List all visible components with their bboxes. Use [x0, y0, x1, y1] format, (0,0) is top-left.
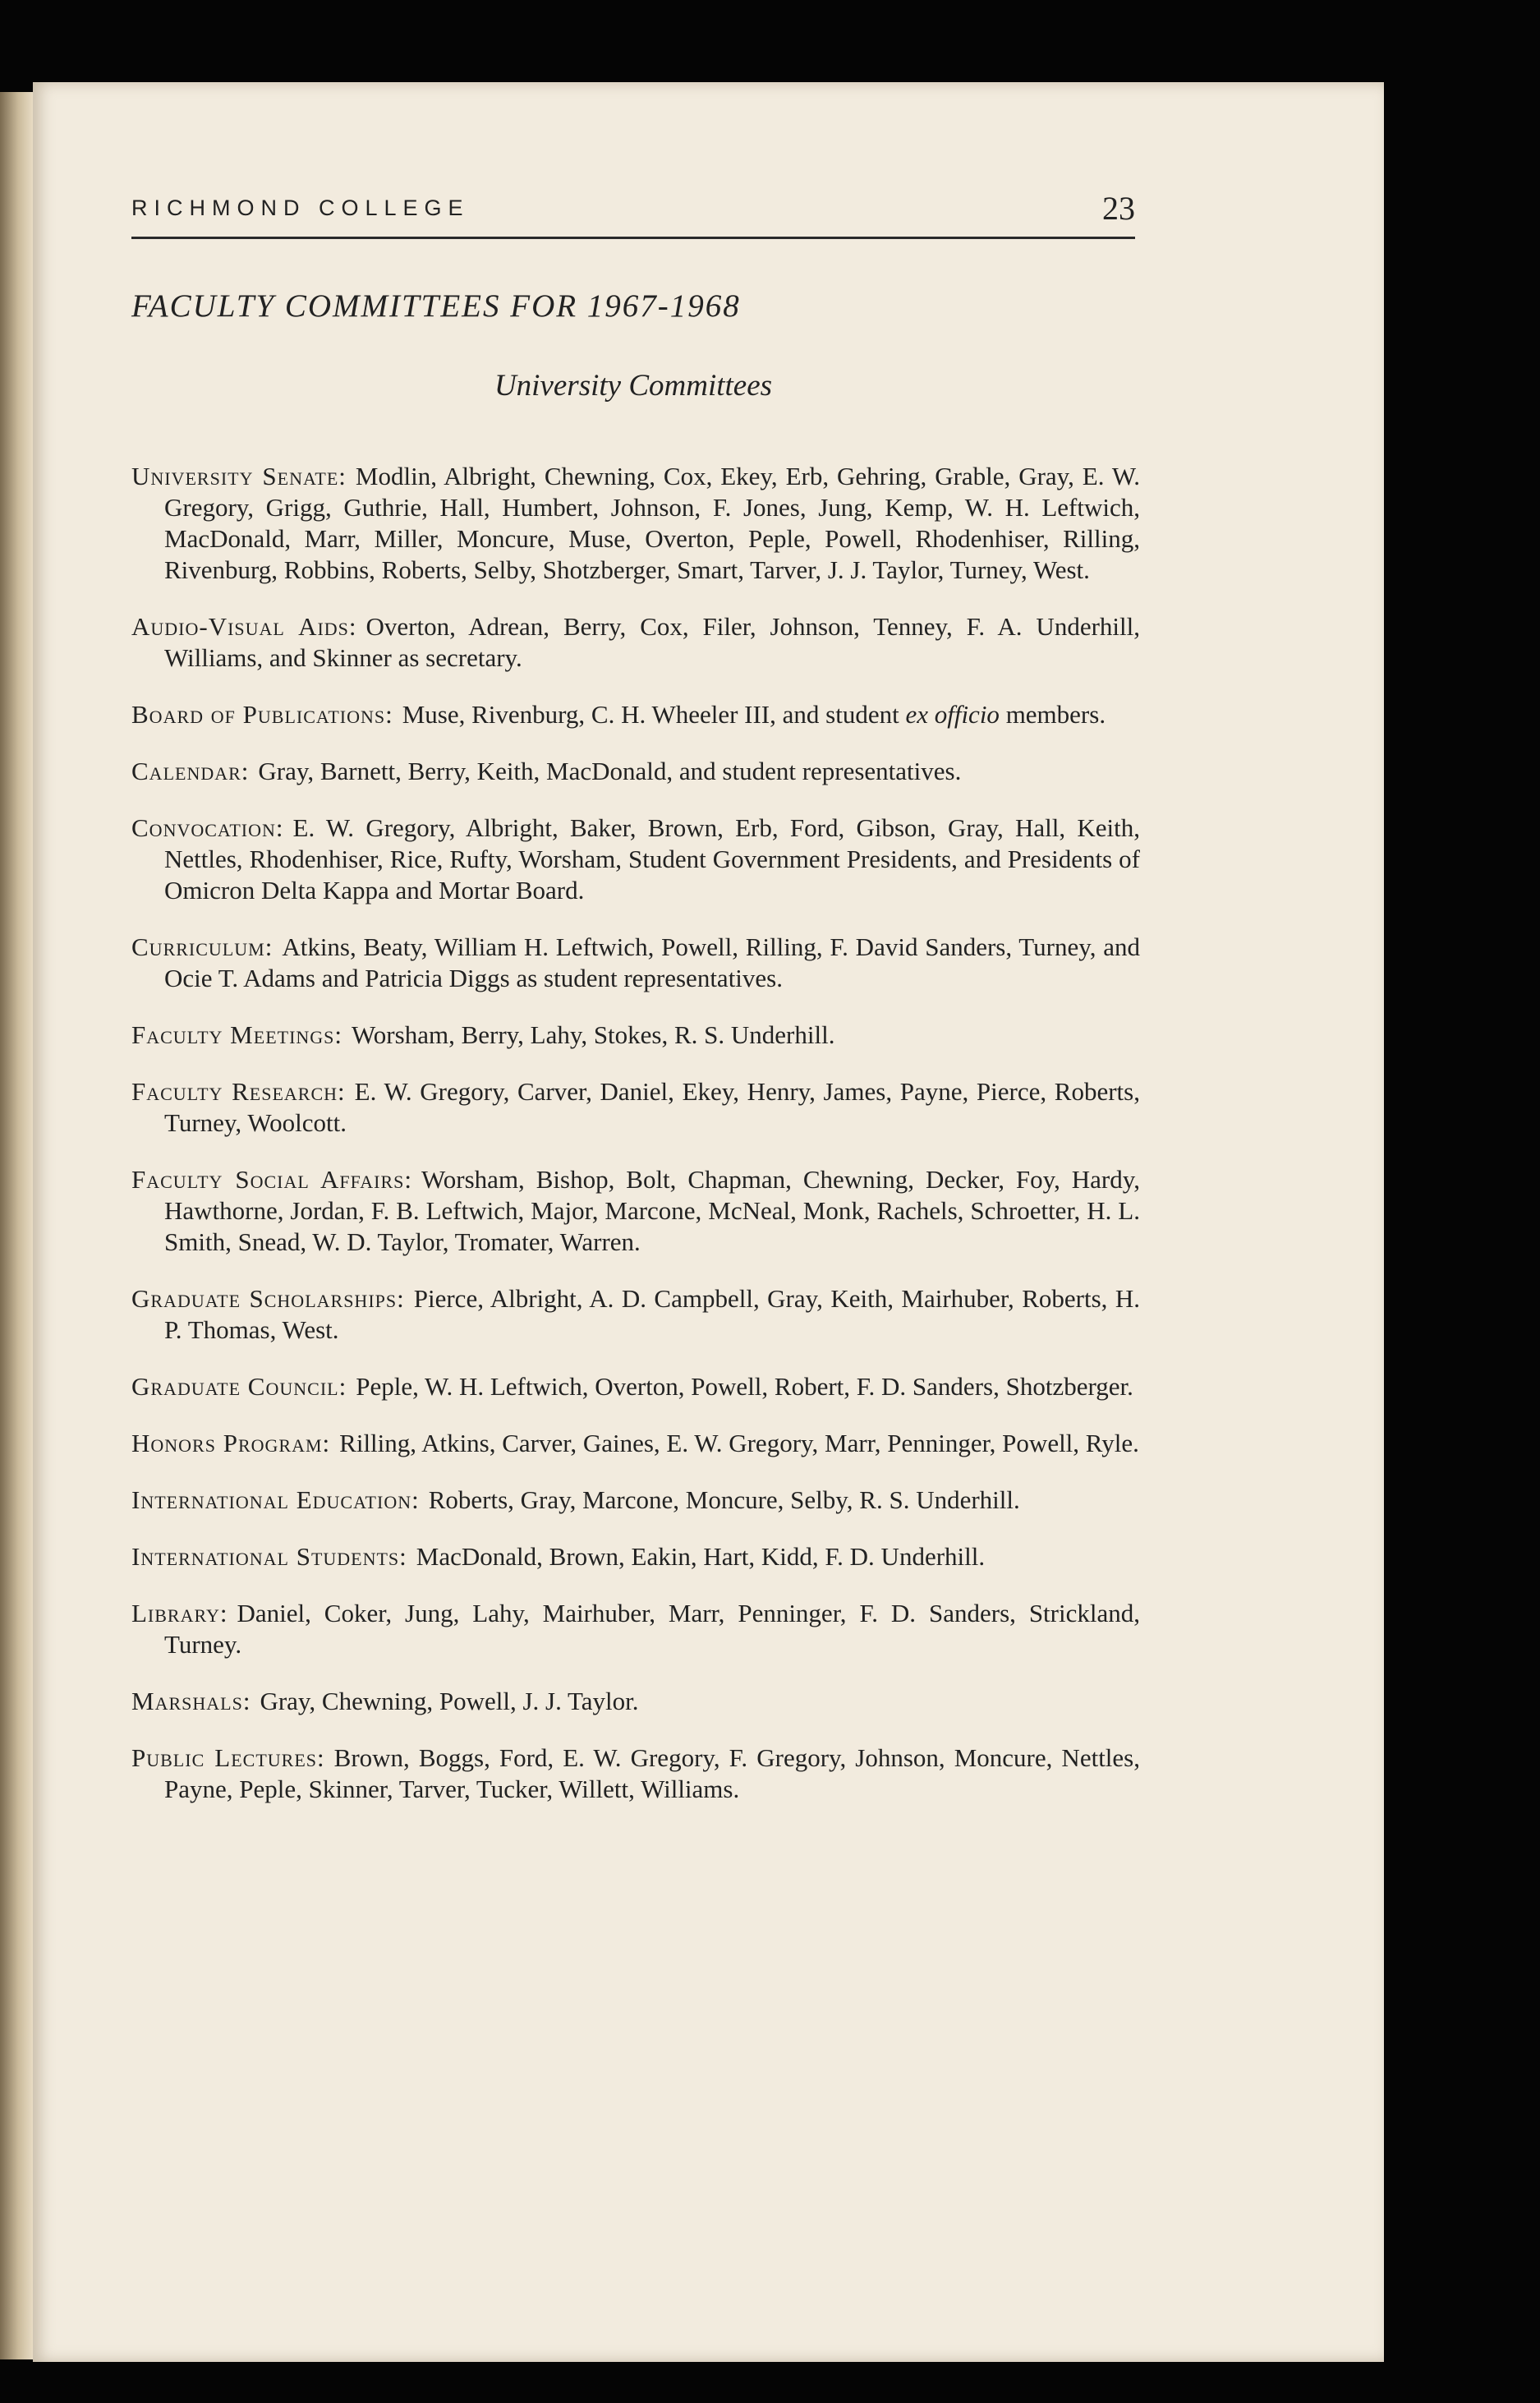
committee-entry: Board of Publications: Muse, Rivenburg, C. H. Wheeler III, and student ex officio members.: [131, 700, 1106, 729]
committee-entry: Faculty Research: E. W. Gregory, Carver, Daniel, Ekey, Henry, James, Payne, Pierce, Roberts, Turney, Woolcott.: [131, 1077, 1140, 1137]
committee-name: University Senate: [131, 462, 339, 490]
committee-members: Daniel, Coker, Jung, Lahy, Mairhuber, Marr, Penninger, F. D. Sanders, Strickland, Turney.: [164, 1599, 1140, 1659]
committee-name: Board of Publications: [131, 700, 386, 729]
committee-name: Curriculum: [131, 932, 265, 961]
committee-members: Pierce, Albright, A. D. Campbell, Gray, Keith, Mairhuber, Roberts, H. P. Thomas, West.: [164, 1284, 1140, 1344]
committee-list: [131, 435, 1140, 1825]
committee-entry: International Students: MacDonald, Brown, Eakin, Hart, Kidd, F. D. Underhill.: [131, 1542, 986, 1571]
book-spine-edge: [0, 92, 33, 2359]
committee-name: International Education: [131, 1485, 412, 1514]
committee-entry: Graduate Council: Peple, W. H. Leftwich, Overton, Powell, Robert, F. D. Sanders, Shotzberger.: [131, 1372, 1133, 1401]
committee-members-tail: members.: [1005, 700, 1106, 729]
committee-members: Overton, Adrean, Berry, Cox, Filer, Johnson, Tenney, F. A. Underhill, Williams, and Skinner as secretary.: [164, 612, 1140, 672]
committee-name: Faculty Meetings: [131, 1020, 335, 1049]
committee-name: Library: [131, 1599, 220, 1627]
page-number: 23: [1102, 190, 1135, 227]
committee-name: Faculty Research: [131, 1077, 338, 1106]
committee-members: Rilling, Atkins, Carver, Gaines, E. W. Gregory, Marr, Penninger, Powell, Ryle.: [339, 1429, 1139, 1457]
committee-name: International Students: [131, 1542, 400, 1571]
committee-entry: Library: Daniel, Coker, Jung, Lahy, Mairhuber, Marr, Penninger, F. D. Sanders, Strickland, Turney.: [131, 1599, 1140, 1659]
committee-name: Graduate Council: [131, 1372, 339, 1401]
committee-members: Modlin, Albright, Chewning, Cox, Ekey, Erb, Gehring, Grable, Gray, E. W. Gregory, Grigg, Guthrie, Hall, Humbert, Johnson, F. Jones, Jung, Kemp, W. H. Leftwich, MacDonald, Marr, Miller, Moncure, Muse, Overton, Peple, Powell, Rhodenhiser, Rilling, Rivenburg, Robbins, Roberts, Selby, Shotzberger, Smart, Tarver, J. J. Taylor, Turney, West.: [164, 462, 1140, 584]
committee-members: Roberts, Gray, Marcone, Moncure, Selby, R. S. Underhill.: [428, 1485, 1020, 1514]
committee-members: Brown, Boggs, Ford, E. W. Gregory, F. Gregory, Johnson, Moncure, Nettles, Payne, Peple, Skinner, Tarver, Tucker, Willett, Williams.: [164, 1743, 1140, 1803]
committee-entry: Calendar: Gray, Barnett, Berry, Keith, MacDonald, and student representatives.: [131, 757, 962, 785]
committee-name: Marshals: [131, 1687, 243, 1715]
committee-entry: University Senate: Modlin, Albright, Chewning, Cox, Ekey, Erb, Gehring, Grable, Gray, E. W. Gregory, Grigg, Guthrie, Hall, Humbert, Johnson, F. Jones, Jung, Kemp, W. H. Leftwich, MacDonald, Marr, Miller, Moncure, Muse, Overton, Peple, Powell, Rhodenhiser, Rilling, Rivenburg, Robbins, Roberts, Selby, Shotzberger, Smart, Tarver, J. J. Taylor, Turney, West.: [131, 462, 1140, 584]
committee-entry: Convocation: E. W. Gregory, Albright, Baker, Brown, Erb, Ford, Gibson, Gray, Hall, Keith, Nettles, Rhodenhiser, Rice, Rufty, Worsham, Student Government Presidents, and Presidents of Omicron Delta Kappa and Mortar Board.: [131, 813, 1140, 905]
committee-entry: International Education: Roberts, Gray, Marcone, Moncure, Selby, R. S. Underhill.: [131, 1485, 1020, 1514]
section-subtitle: University Committees: [494, 369, 773, 403]
committee-name: Convocation: [131, 813, 276, 842]
committee-name: Public Lectures: [131, 1743, 318, 1772]
committee-members: Atkins, Beaty, William H. Leftwich, Powell, Rilling, F. David Sanders, Turney, and Ocie T. Adams and Patricia Diggs as student representatives.: [164, 932, 1140, 992]
committee-members-italic: ex officio: [905, 700, 1000, 729]
committee-name: Faculty Social Affairs: [131, 1165, 405, 1194]
running-head: [131, 191, 1135, 239]
committee-members: Muse, Rivenburg, C. H. Wheeler III, and student: [402, 700, 899, 729]
committee-name: Honors Program: [131, 1429, 323, 1457]
committee-members: Peple, W. H. Leftwich, Overton, Powell, Robert, F. D. Sanders, Shotzberger.: [356, 1372, 1133, 1401]
committee-entry: Public Lectures: Brown, Boggs, Ford, E. W. Gregory, F. Gregory, Johnson, Moncure, Nettles, Payne, Peple, Skinner, Tarver, Tucker, Willett, Williams.: [131, 1743, 1140, 1803]
page-title: FACULTY COMMITTEES FOR 1967-1968: [131, 288, 741, 324]
committee-name: Calendar: [131, 757, 241, 785]
committee-entry: Faculty Social Affairs: Worsham, Bishop, Bolt, Chapman, Chewning, Decker, Foy, Hardy, Hawthorne, Jordan, F. B. Leftwich, Major, Marcone, McNeal, Monk, Rachels, Schroetter, H. L. Smith, Snead, W. D. Taylor, Tromater, Warren.: [131, 1165, 1140, 1256]
committee-name: Audio-Visual Aids: [131, 612, 349, 641]
committee-entry: Curriculum: Atkins, Beaty, William H. Leftwich, Powell, Rilling, F. David Sanders, Turney, and Ocie T. Adams and Patricia Diggs as student representatives.: [131, 932, 1140, 992]
committee-members: Gray, Barnett, Berry, Keith, MacDonald, and student representatives.: [258, 757, 962, 785]
committee-name: Graduate Scholarships: [131, 1284, 398, 1313]
running-head-title: RICHMOND COLLEGE: [131, 196, 470, 220]
committee-entry: Faculty Meetings: Worsham, Berry, Lahy, Stokes, R. S. Underhill.: [131, 1020, 835, 1049]
committee-entry: Graduate Scholarships: Pierce, Albright, A. D. Campbell, Gray, Keith, Mairhuber, Roberts, H. P. Thomas, West.: [131, 1284, 1140, 1344]
committee-members: Gray, Chewning, Powell, J. J. Taylor.: [260, 1687, 639, 1715]
committee-members: MacDonald, Brown, Eakin, Hart, Kidd, F. D. Underhill.: [416, 1542, 986, 1571]
committee-members: E. W. Gregory, Carver, Daniel, Ekey, Henry, James, Payne, Pierce, Roberts, Turney, Woolcott.: [164, 1077, 1140, 1137]
committee-entry: Honors Program: Rilling, Atkins, Carver, Gaines, E. W. Gregory, Marr, Penninger, Powell, Ryle.: [131, 1429, 1139, 1457]
committee-members: E. W. Gregory, Albright, Baker, Brown, Erb, Ford, Gibson, Gray, Hall, Keith, Nettles, Rhodenhiser, Rice, Rufty, Worsham, Student Government Presidents, and Presidents of Omicron Delta Kappa and Mortar Board.: [164, 813, 1140, 905]
committee-entry: Audio-Visual Aids: Overton, Adrean, Berry, Cox, Filer, Johnson, Tenney, F. A. Underhill, Williams, and Skinner as secretary.: [131, 612, 1140, 672]
committee-entry: Marshals: Gray, Chewning, Powell, J. J. Taylor.: [131, 1687, 639, 1715]
committee-members: Worsham, Bishop, Bolt, Chapman, Chewning, Decker, Foy, Hardy, Hawthorne, Jordan, F. B. Leftwich, Major, Marcone, McNeal, Monk, Rachels, Schroetter, H. L. Smith, Snead, W. D. Taylor, Tromater, Warren.: [164, 1165, 1140, 1256]
committee-members: Worsham, Berry, Lahy, Stokes, R. S. Underhill.: [352, 1020, 835, 1049]
